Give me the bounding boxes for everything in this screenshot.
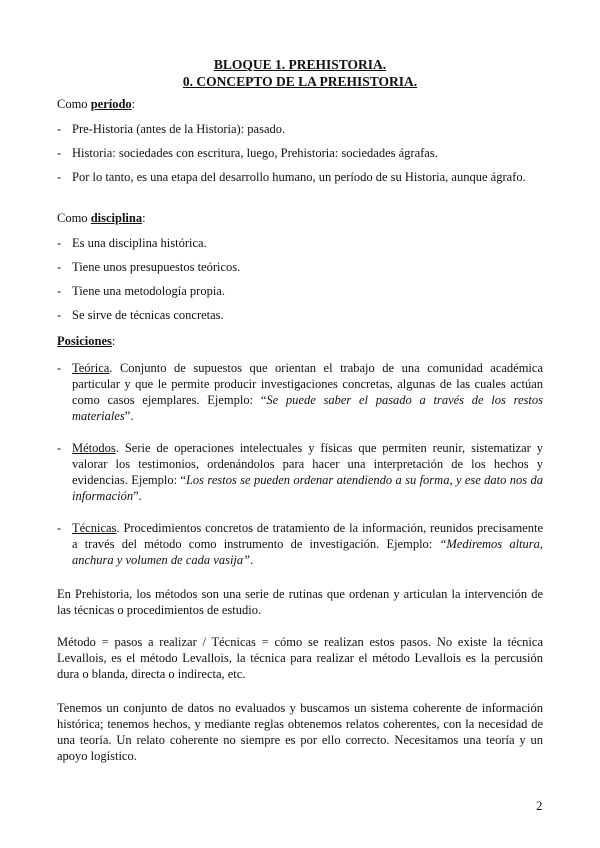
bullet-marker: -: [57, 308, 62, 322]
bullet-marker: -: [57, 236, 62, 250]
document-title-line2: 0. CONCEPTO DE LA PREHISTORIA.: [182, 74, 418, 89]
disciplina-item: Es una disciplina histórica.: [72, 236, 207, 250]
disciplina-item: Tiene una metodología propia.: [72, 284, 225, 298]
bullet-marker: -: [57, 441, 62, 455]
bullet-marker: -: [57, 170, 62, 184]
document-title-line1: BLOQUE 1. PREHISTORIA.: [213, 57, 387, 72]
posicion-term: Técnicas: [72, 521, 117, 535]
bullet-marker: -: [57, 260, 62, 274]
bullet-marker: -: [57, 122, 62, 136]
periodo-heading: Como período:: [57, 97, 136, 111]
periodo-item: Por lo tanto, es una etapa del desarrollo humano, un período de su Historia, aunque ágrafo.: [72, 170, 526, 184]
posicion-example: “Mediremos altura, anchura y volumen de cada vasija”: [72, 537, 544, 567]
periodo-item: Pre-Historia (antes de la Historia): pasado.: [72, 122, 286, 136]
disciplina-item: Tiene unos presupuestos teóricos.: [72, 260, 241, 274]
bullet-marker: -: [57, 284, 62, 298]
disciplina-item: Se sirve de técnicas concretas.: [72, 308, 224, 322]
periodo-item: Historia: sociedades con escritura, luego, Prehistoria: sociedades ágrafas.: [72, 146, 438, 160]
periodo-term: período: [90, 97, 132, 111]
posicion-tecnicas: Técnicas. Procedimientos concretos de tratamiento de la información, reunidos precisamente a través del método como instrumento de investigación. Ejemplo: “Mediremos altura, anchura y volumen de cada vasija”.: [72, 521, 544, 567]
body-paragraph: Tenemos un conjunto de datos no evaluados y buscamos un sistema coherente de información histórica; tenemos hechos, y mediante reglas obtenemos relatos coherentes, con la necesidad de una teoría. Un relato coherente no siempre es por ello correcto. Necesitamos una teoría y un apoyo logístico.: [57, 701, 543, 763]
posicion-example: Los restos se pueden ordenar atendiendo a su forma, y ese dato nos da información: [72, 473, 543, 503]
bullet-marker: -: [57, 521, 62, 535]
page-number: 2: [536, 798, 543, 813]
posicion-metodos: Métodos. Serie de operaciones intelectuales y físicas que permiten reunir, sistematizar y valorar los testimonios, ordenándolos para hacer una interpretación de los hechos y evidencias. Ejemplo: “Los restos se pueden ordenar atendiendo a su forma, y ese dato nos da información”.: [72, 441, 543, 503]
posicion-term: Teórica: [72, 361, 110, 375]
bullet-marker: -: [57, 146, 62, 160]
posiciones-heading: Posiciones:: [57, 334, 116, 348]
posicion-teorica: Teórica. Conjunto de supuestos que orientan el trabajo de una comunidad académica particular y que le permite producir investigaciones concretas, algunas de las cuales actúan como casos ejemplares. Ejemplo: “Se puede saber el pasado a través de los restos materiales”.: [72, 361, 543, 423]
body-paragraph: En Prehistoria, los métodos son una serie de rutinas que ordenan y articulan la intervención de las técnicas o procedimientos de estudio.: [57, 587, 543, 617]
body-paragraph: Método = pasos a realizar / Técnicas = cómo se realizan estos pasos. No existe la técnica Levallois, es el método Levallois, la técnica para realizar el método Levallois es la percusión dura o blanda, directa o indirecta, etc.: [57, 635, 543, 681]
disciplina-heading: Como disciplina:: [57, 211, 146, 225]
posicion-example: Se puede saber el pasado a través de los restos materiales: [72, 393, 543, 423]
posicion-term: Métodos: [72, 441, 116, 455]
disciplina-term: disciplina: [90, 211, 143, 225]
bullet-marker: -: [57, 361, 62, 375]
